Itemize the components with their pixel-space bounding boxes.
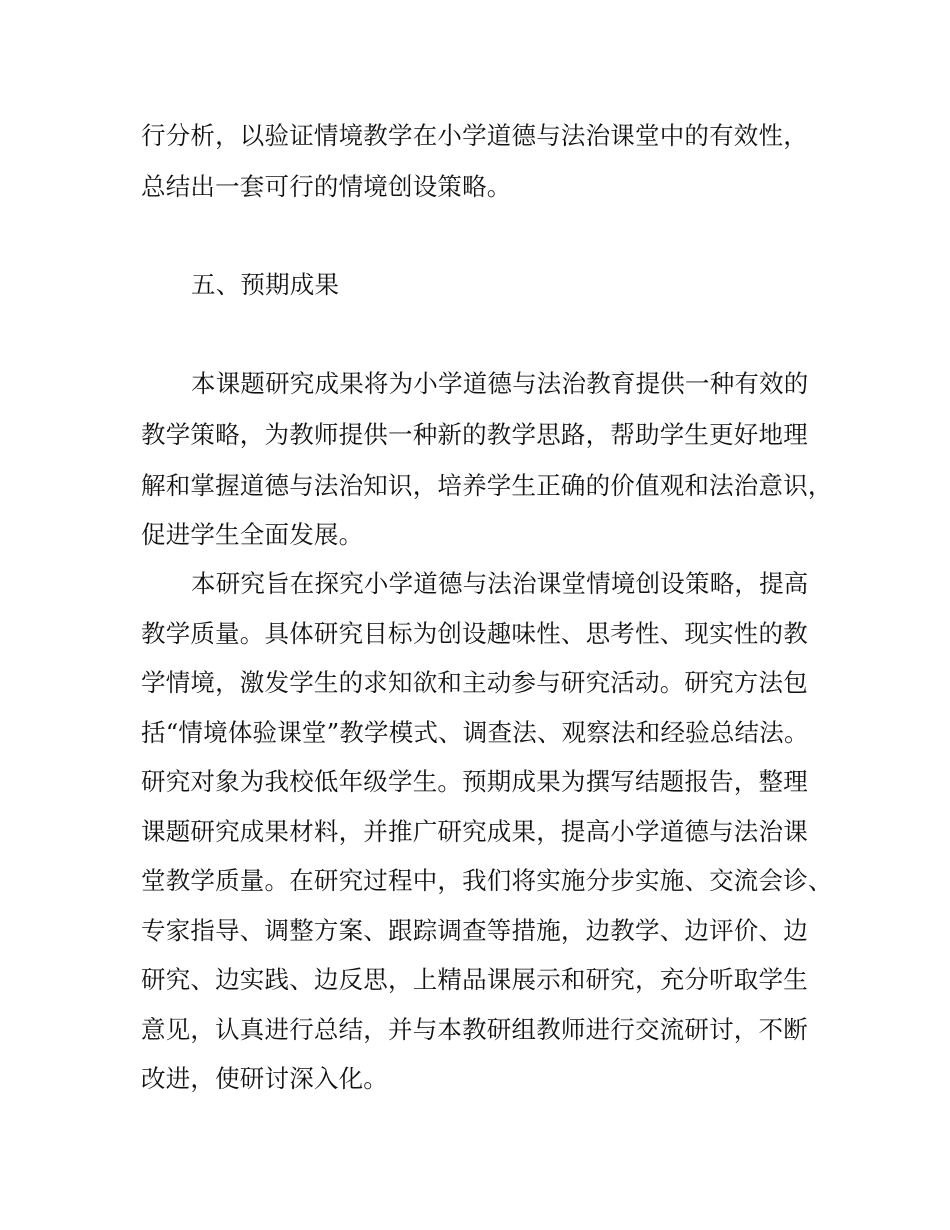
text-line: 总结出一套可行的情境创设策略。 (141, 172, 512, 201)
text-line: 研究对象为我校低年级学生。预期成果为撰写结题报告，整理 (141, 767, 808, 796)
text-line: 研究、边实践、边反思，上精品课展示和研究，充分听取学生 (141, 965, 808, 994)
text-line: 改进，使研讨深入化。 (141, 1064, 388, 1093)
text-line: 意见，认真进行总结，并与本教研组教师进行交流研讨，不断 (141, 1015, 808, 1044)
text-line: 教学策略，为教师提供一种新的教学思路，帮助学生更好地理 (141, 420, 808, 449)
text-line: 堂教学质量。在研究过程中，我们将实施分步实施、交流会诊、 (141, 866, 833, 895)
text-line: 专家指导、调整方案、跟踪调查等措施，边教学、边评价、边 (141, 916, 808, 945)
text-line: 本研究旨在探究小学道德与法治课堂情境创设策略，提高 (191, 569, 809, 598)
text-line: 解和掌握道德与法治知识，培养学生正确的价值观和法治意识， (141, 471, 833, 500)
text-line: 括“情境体验课堂”教学模式、调查法、观察法和经验总结法。 (141, 718, 809, 747)
text-line: 课题研究成果材料，并推广研究成果，提高小学道德与法治课 (141, 817, 808, 846)
text-line: 教学质量。具体研究目标为创设趣味性、思考性、现实性的教 (141, 619, 808, 648)
text-line: 促进学生全面发展。 (141, 520, 364, 549)
text-line: 行分析，以验证情境教学在小学道德与法治课堂中的有效性， (141, 121, 808, 150)
section-heading: 五、预期成果 (191, 270, 340, 299)
text-line: 本课题研究成果将为小学道德与法治教育提供一种有效的 (191, 369, 809, 398)
text-line: 学情境，激发学生的求知欲和主动参与研究活动。研究方法包 (141, 668, 808, 697)
